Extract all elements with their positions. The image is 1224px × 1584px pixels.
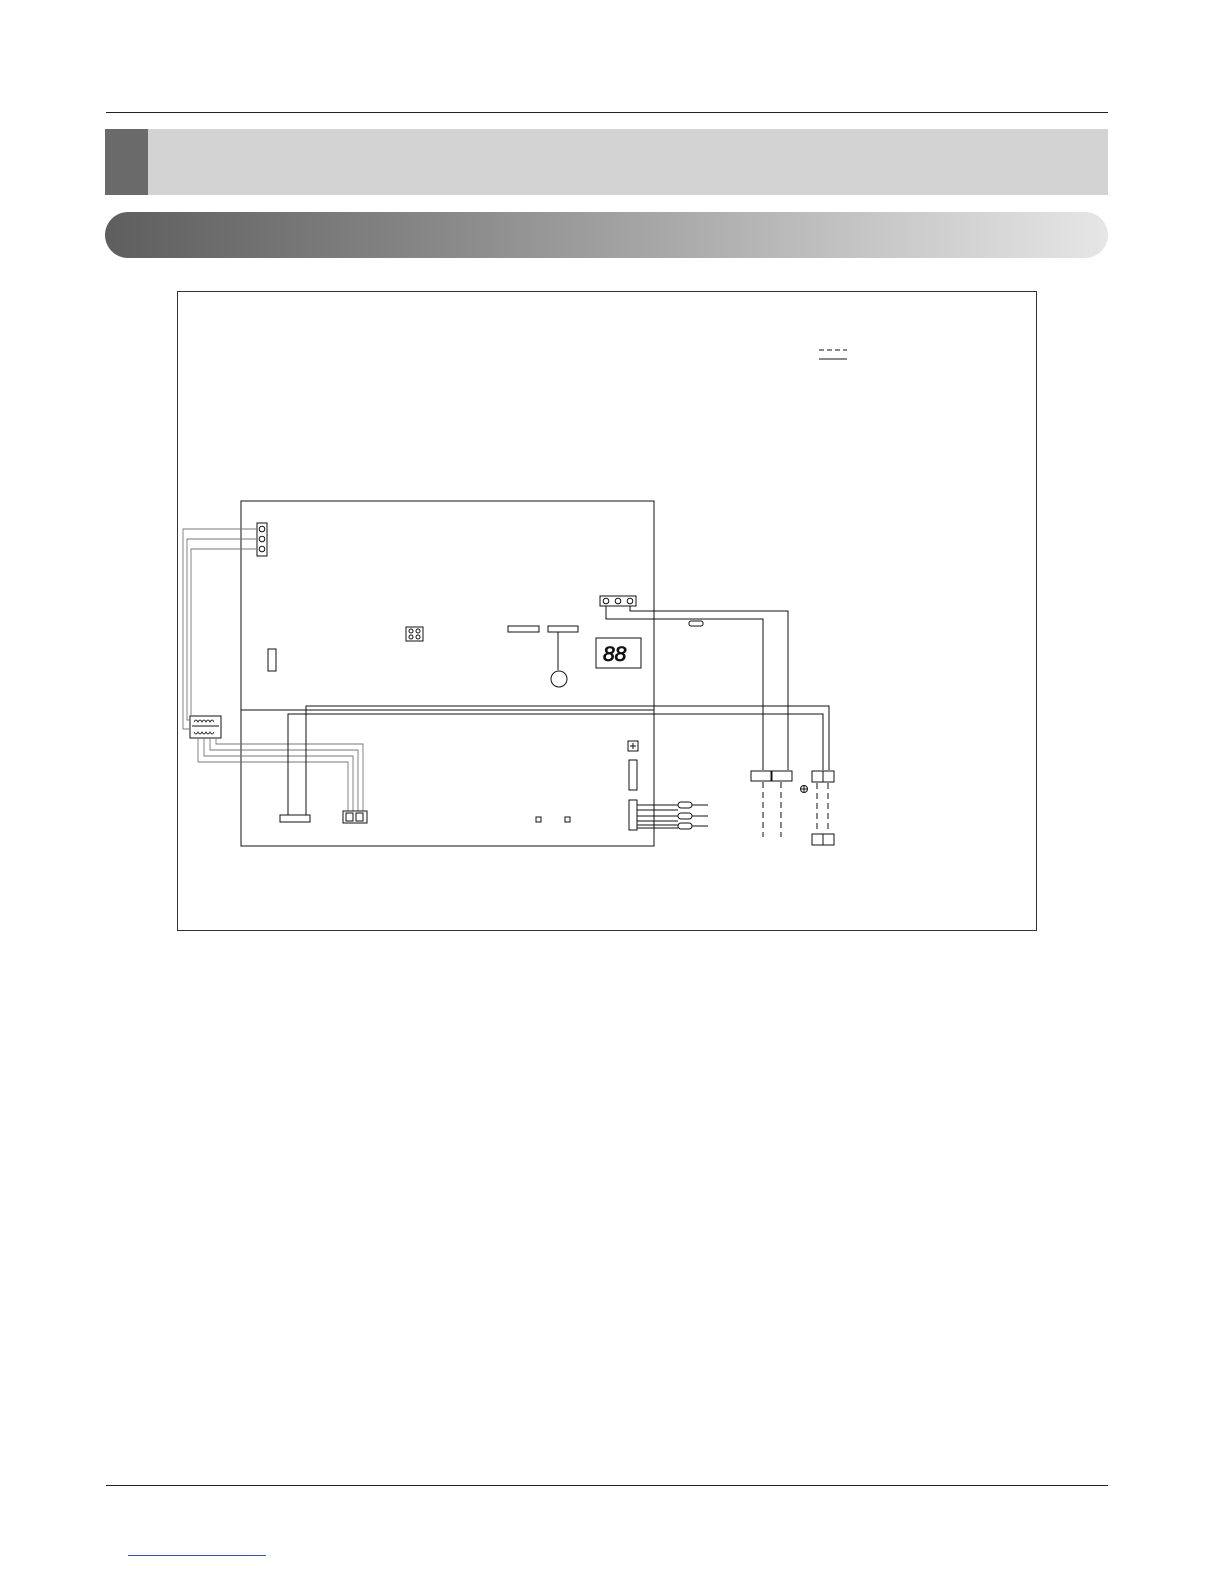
a-terminal <box>812 771 823 782</box>
wiring-diagram <box>177 291 1037 931</box>
subsection-title-bar <box>105 212 1108 258</box>
cn02-connector <box>257 523 267 556</box>
cn03-connector <box>343 811 367 823</box>
cn18-connector <box>280 815 310 822</box>
fuse-symbol <box>689 621 703 626</box>
sw03m-switch <box>536 817 541 822</box>
b-terminal <box>823 771 834 782</box>
cn01-connector <box>600 596 636 606</box>
section-title-tab <box>105 129 148 195</box>
transformer <box>190 716 221 738</box>
top-rule <box>106 112 1108 113</box>
cn19-connector <box>406 627 423 641</box>
cn15-connector <box>508 626 539 632</box>
cn20-connector <box>268 649 276 671</box>
bottom-rule <box>106 1485 1108 1486</box>
cn17-connector <box>629 760 637 790</box>
lev-symbol <box>551 671 567 687</box>
seven-segment-digits: 88 <box>603 643 627 666</box>
field-wires <box>763 782 828 837</box>
cn14-connector <box>548 626 578 632</box>
footer-link-underline <box>128 1555 266 1556</box>
indoor-b-terminal <box>823 834 834 845</box>
wiring-diagram-svg <box>178 292 1036 930</box>
indoor-a-terminal <box>812 834 823 845</box>
bus-wires <box>288 706 829 815</box>
cn16-connector <box>629 800 637 830</box>
sw04m-switch <box>565 817 570 822</box>
sw05m-switch <box>628 741 638 751</box>
section-title-bar <box>105 129 1108 195</box>
main-board-outline <box>241 501 654 846</box>
n2-terminal <box>772 771 792 781</box>
ground-icon <box>800 785 808 793</box>
sensor-wires <box>637 802 708 829</box>
l1-terminal <box>751 771 771 781</box>
